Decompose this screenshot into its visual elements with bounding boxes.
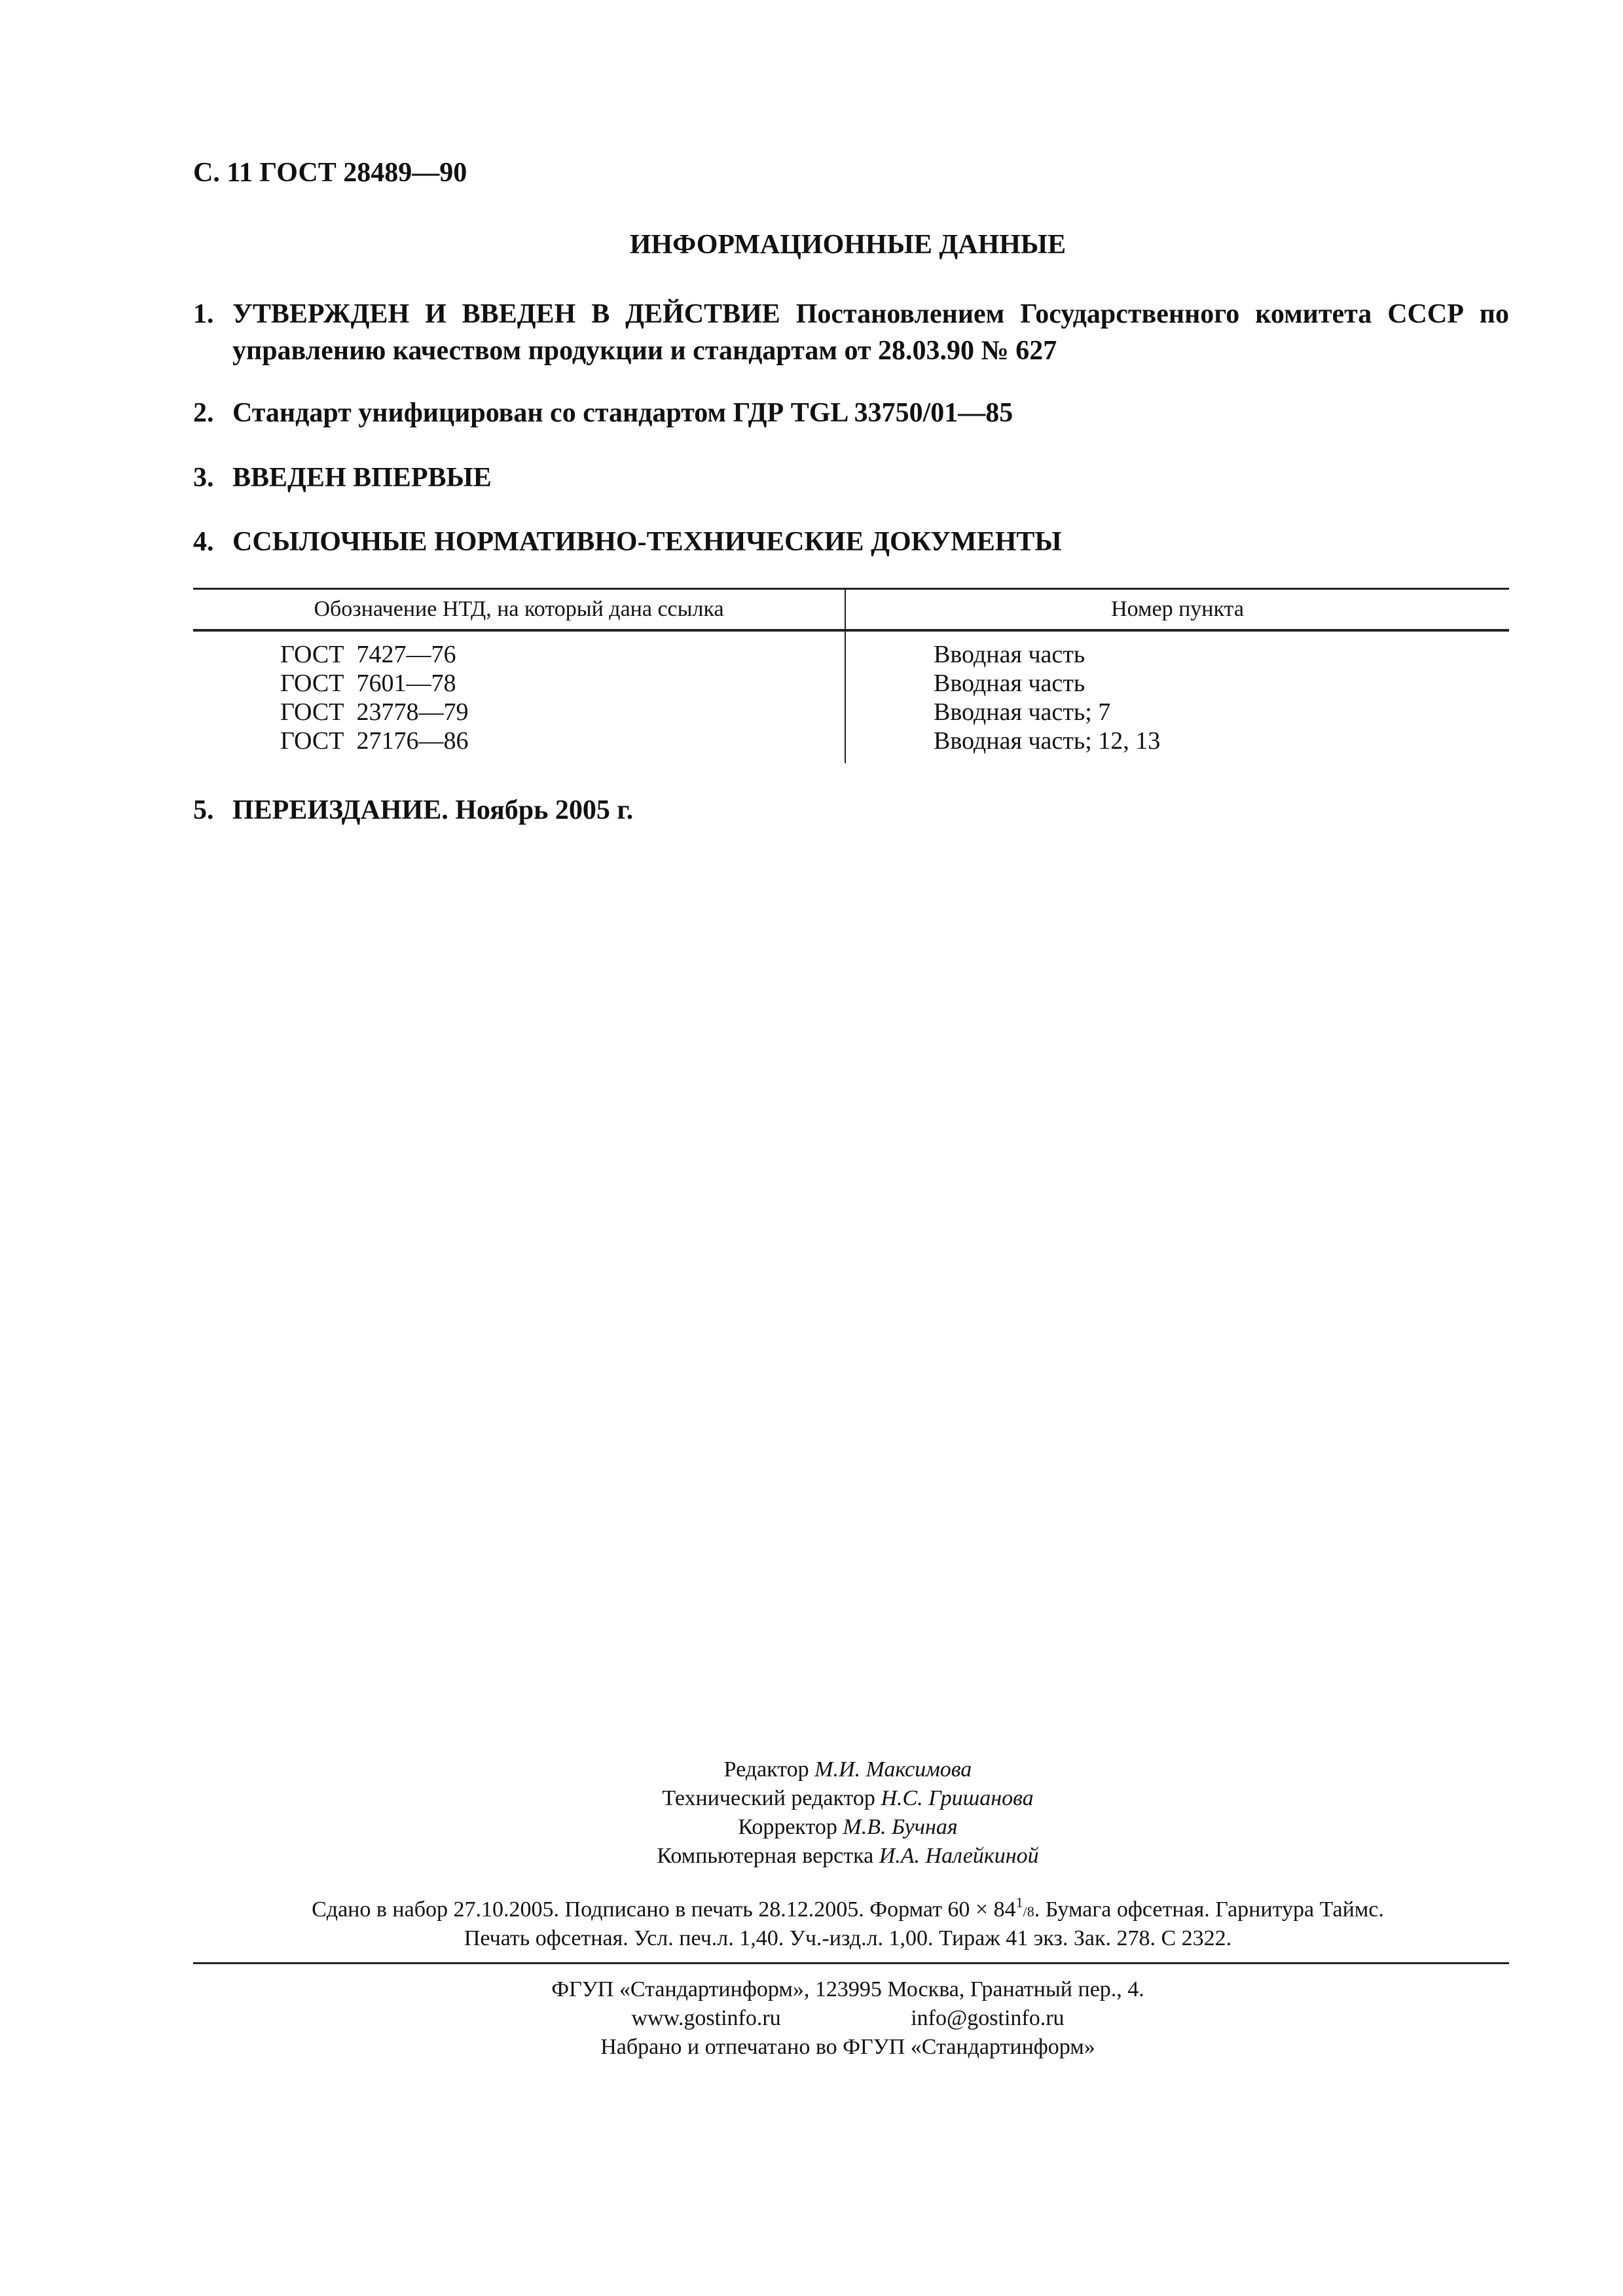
print-info-text: . Бумага офсетная. Гарнитура Таймс.	[1034, 1897, 1384, 1922]
page-header: С. 11 ГОСТ 28489—90	[193, 158, 467, 188]
item-text: ВВЕДЕН ВПЕРВЫЕ	[232, 463, 492, 493]
credit-role: Корректор	[738, 1815, 837, 1839]
credit-person: И.А. Налейкиной	[879, 1844, 1039, 1868]
print-info-text: Сдано в набор 27.10.2005. Подписано в печать 28.12.2005. Формат 60 × 84	[312, 1897, 1016, 1922]
credit-line	[0, 1755, 1623, 1784]
table-row	[193, 669, 1509, 698]
print-info-line-2: Печать офсетная. Усл. печ.л. 1,40. Уч.-изд.л. 1,00. Тираж 41 экз. Зак. 278. С 2322.	[464, 1926, 1232, 1950]
table-header-rule	[193, 629, 1509, 632]
list-item	[193, 395, 1509, 431]
list-item	[193, 792, 1509, 829]
item-number: 5.	[193, 795, 214, 825]
publisher-printed-by: Набрано и отпечатано во ФГУП «Стандартинформ»	[600, 2035, 1095, 2059]
credits-block	[0, 1755, 1623, 1871]
format-subscript: /8	[1023, 1903, 1034, 1920]
publisher-contacts	[0, 2004, 1623, 2033]
credit-role: Редактор	[723, 1757, 809, 1782]
table-cell-clause: Вводная часть	[934, 670, 1085, 697]
credit-person: М.В. Бучная	[843, 1815, 958, 1839]
table-top-rule	[193, 588, 1509, 590]
table-row	[193, 640, 1509, 669]
table-header-clause: Номер пункта	[1111, 597, 1244, 621]
credit-line	[0, 1813, 1623, 1842]
item-number: 2.	[193, 398, 214, 428]
table-body	[193, 640, 1509, 755]
item-number: 4.	[193, 527, 214, 557]
section-title: ИНФОРМАЦИОННЫЕ ДАННЫЕ	[629, 230, 1067, 260]
reference-table	[193, 588, 1509, 763]
table-cell-clause: Вводная часть; 12, 13	[934, 727, 1161, 755]
credit-person: М.И. Максимова	[814, 1757, 972, 1782]
publisher-address: ФГУП «Стандартинформ», 123995 Москва, Гранатный пер., 4.	[551, 1977, 1144, 2001]
credit-line	[0, 1842, 1623, 1871]
publisher-website-link[interactable]: www.gostinfo.ru	[631, 2006, 781, 2030]
list-item	[193, 524, 1509, 560]
credit-line	[0, 1784, 1623, 1813]
format-superscript: 1	[1015, 1894, 1023, 1910]
item-text: ССЫЛОЧНЫЕ НОРМАТИВНО-ТЕХНИЧЕСКИЕ ДОКУМЕНТЫ	[232, 527, 1062, 557]
item-text: УТВЕРЖДЕН И ВВЕДЕН В ДЕЙСТВИЕ Постановлением Государственного комитета СССР по управлению качеством продукции и стандартам от 28.03.90 № 627	[232, 299, 1509, 366]
credit-role: Компьютерная верстка	[657, 1844, 874, 1868]
table-cell-document: ГОСТ 7427—76	[280, 641, 456, 668]
table-header-document: Обозначение НТД, на который дана ссылка	[314, 597, 724, 621]
credit-role: Технический редактор	[662, 1786, 875, 1810]
footer-divider	[193, 1962, 1509, 1964]
print-info	[0, 1895, 1623, 1953]
list-item	[193, 459, 1509, 496]
table-row	[193, 726, 1509, 755]
credit-person: Н.С. Гришанова	[881, 1786, 1034, 1810]
item-number: 3.	[193, 463, 214, 493]
table-cell-document: ГОСТ 27176—86	[280, 727, 469, 755]
publisher-email-link[interactable]: info@gostinfo.ru	[911, 2006, 1065, 2030]
table-row	[193, 698, 1509, 726]
table-cell-document: ГОСТ 23778—79	[280, 698, 469, 726]
item-number: 1.	[193, 299, 214, 329]
print-info-line-1	[0, 1895, 1623, 1924]
table-cell-document: ГОСТ 7601—78	[280, 670, 456, 697]
table-cell-clause: Вводная часть	[934, 641, 1085, 668]
publisher-info	[0, 1975, 1623, 2062]
table-cell-clause: Вводная часть; 7	[934, 698, 1111, 726]
item-text: ПЕРЕИЗДАНИЕ. Ноябрь 2005 г.	[232, 795, 634, 825]
item-text: Стандарт унифицирован со стандартом ГДР TGL 33750/01—85	[232, 398, 1013, 428]
list-item	[193, 296, 1509, 369]
